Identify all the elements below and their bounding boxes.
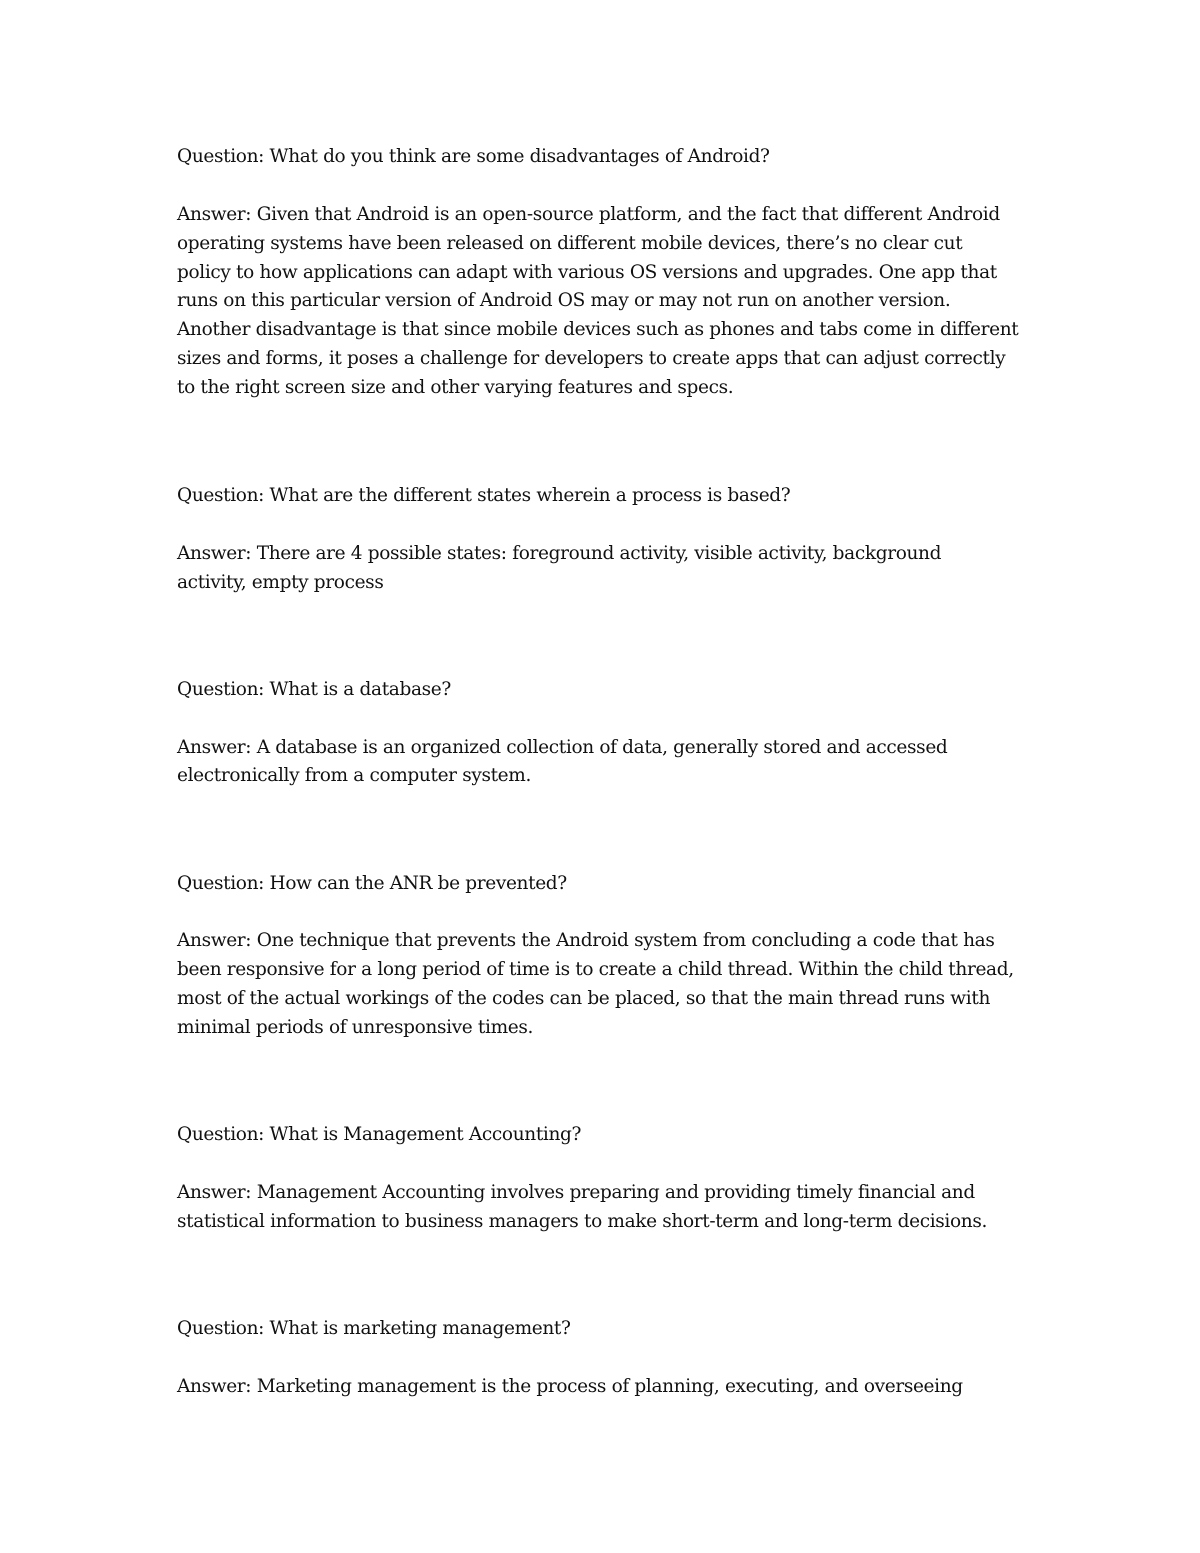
answer-text: statistical information to business managers to make short-term and long-term decisions. [177,1211,988,1232]
answer-text: Another disadvantage is that since mobile devices such as phones and tabs come in different [177,319,1019,340]
answer-text: most of the actual workings of the codes can be placed, so that the main thread runs with [177,988,991,1009]
answer-text: Answer: Management Accounting involves preparing and providing timely financial and [177,1182,975,1203]
question-text: Question: What is Management Accounting? [177,1124,582,1145]
question-text: Question: What is a database? [177,679,451,700]
answer-text: Answer: Marketing management is the process of planning, executing, and overseeing [177,1376,963,1397]
answer-text: Answer: One technique that prevents the Android system from concluding a code that has [177,930,995,951]
answer-text: Answer: There are 4 possible states: foreground activity, visible activity, background [177,543,942,564]
question-text: Question: How can the ANR be prevented? [177,873,567,894]
answer-text: Answer: Given that Android is an open-source platform, and the fact that different Android [177,204,1000,225]
answer-text: been responsive for a long period of time is to create a child thread. Within the child thread, [177,959,1014,980]
answer-text: Answer: A database is an organized collection of data, generally stored and accessed [177,737,948,758]
answer-text: runs on this particular version of Android OS may or may not run on another version. [177,290,951,311]
answer-text: to the right screen size and other varying features and specs. [177,377,734,398]
answer-text: minimal periods of unresponsive times. [177,1017,534,1038]
answer-text: activity, empty process [177,572,384,593]
question-text: Question: What is marketing management? [177,1318,571,1339]
question-text: Question: What do you think are some disadvantages of Android? [177,146,770,167]
question-text: Question: What are the different states wherein a process is based? [177,485,791,506]
answer-text: policy to how applications can adapt with various OS versions and upgrades. One app that [177,262,997,283]
answer-text: sizes and forms, it poses a challenge for developers to create apps that can adjust correctly [177,348,1006,369]
answer-text: operating systems have been released on different mobile devices, there’s no clear cut [177,233,963,254]
answer-text: electronically from a computer system. [177,765,531,786]
